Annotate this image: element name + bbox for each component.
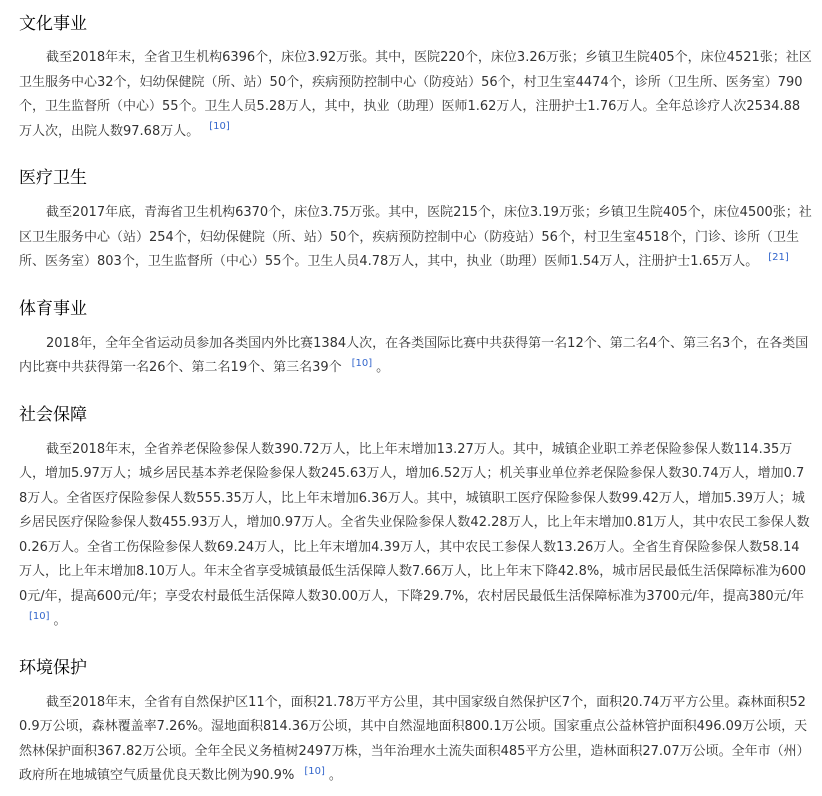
section-heading: 环境保护 bbox=[19, 657, 87, 678]
paragraph-text: 2018年，全年全省运动员参加各类国内外比赛1384人次，在各类国际比赛中共获得第一名12个、第二名4个、第三名3个，在各类国内比赛中共获得第一名26个、第二名19个、第三名39个 bbox=[19, 335, 809, 375]
section-sports bbox=[19, 297, 812, 381]
section-heading: 文化事业 bbox=[19, 14, 87, 34]
section-heading: 社会保障 bbox=[19, 404, 87, 425]
paragraph-text: 截至2017年底，青海省卫生机构6370个，床位3.75万张。其中，医院215个，床位3.19万张；乡镇卫生院405个，床位4500张；社区卫生服务中心（站）254个，妇幼保健院（所、站）50个，疾病预防控制中心（防疫站）56个，村卫生室4518个，门诊、诊所（卫生所、医务室）803个，卫生监督所（中心）55个。卫生人员4.78万人，其中，执业（助理）医师1.54万人，注册护士1.65万人。 bbox=[19, 205, 812, 269]
citation-link[interactable]: [10] bbox=[351, 357, 373, 369]
section-healthcare bbox=[19, 166, 812, 275]
paragraph-tail: 。 bbox=[53, 613, 67, 628]
paragraph-tail: 。 bbox=[376, 360, 390, 375]
article bbox=[0, 12, 822, 796]
section-paragraph bbox=[19, 46, 812, 144]
citation-link[interactable]: [10] bbox=[209, 121, 230, 133]
section-heading: 医疗卫生 bbox=[19, 168, 87, 188]
section-heading: 体育事业 bbox=[19, 298, 87, 319]
section-culture bbox=[19, 12, 812, 144]
section-paragraph bbox=[19, 438, 812, 634]
citation-link[interactable]: [10] bbox=[304, 765, 325, 777]
section-paragraph bbox=[19, 332, 812, 381]
citation-link[interactable]: [10] bbox=[29, 610, 50, 622]
section-paragraph bbox=[19, 691, 812, 789]
section-environment bbox=[19, 656, 812, 789]
citation-link[interactable]: [21] bbox=[768, 251, 789, 263]
paragraph-text: 截至2018年末，全省有自然保护区11个，面积21.78万平方公里，其中国家级自然保护区7个，面积20.74万平方公里。森林面积520.9万公顷，森林覆盖率7.26%。湿地面积814.36万公顷，其中自然湿地面积800.1万公顷。国家重点公益林管护面积496.09万公顷，天然林保护面积367.82万公顷。全年全民义务植树2497万株，当年治理水土流失面积485平方公里，造林面积27.07万公顷。全年市（州）政府所在地城镇空气质量优良天数比例为90.9% bbox=[19, 694, 810, 783]
paragraph-tail: 。 bbox=[328, 768, 342, 783]
paragraph-text: 截至2018年末，全省养老保险参保人数390.72万人，比上年末增加13.27万人。其中，城镇企业职工养老保险参保人数114.35万人，增加5.97万人；城乡居民基本养老保险参保人数245.63万人，增加6.52万人；机关事业单位养老保险参保人数30.74万人，增加0.78万人。全省医疗保险参保人数555.35万人，比上年末增加6.36万人。其中，城镇职工医疗保险参保人数99.42万人，增加5.39万人；城乡居民医疗保险参保人数455.93万人，增加0.97万人。全省失业保险参保人数42.28万人，比上年末增加0.81万人，其中农民工参保人数0.26万人。全省工伤保险参保人数69.24万人，比上年末增加4.39万人，其中农民工参保人数13.26万人。全省生育保险参保人数58.14万人，比上年末增加8.10万人。年末全省享受城镇最低生活保障人数7.66万人，比上年末下降42.8%，城市居民最低生活保障标准为6000元/年，提高600元/年；享受农村最低生活保障人数30.00万人，下降29.7%，农村居民最低生活保障标准为3700元/年，提高380元/年 bbox=[19, 441, 810, 604]
section-paragraph bbox=[19, 201, 812, 275]
section-social-security bbox=[19, 403, 812, 634]
paragraph-text: 截至2018年末，全省卫生机构6396个，床位3.92万张。其中，医院220个，床位3.26万张；乡镇卫生院405个，床位4521张；社区卫生服务中心32个，妇幼保健院（所、站）50个，疾病预防控制中心（防疫站）56个，村卫生室4474个，诊所（卫生所、医务室）790个，卫生监督所（中心）55个。卫生人员5.28万人，其中，执业（助理）医师1.62万人，注册护士1.76万人。全年总诊疗人次2534.88万人次，出院人数97.68万人。 bbox=[19, 50, 812, 139]
